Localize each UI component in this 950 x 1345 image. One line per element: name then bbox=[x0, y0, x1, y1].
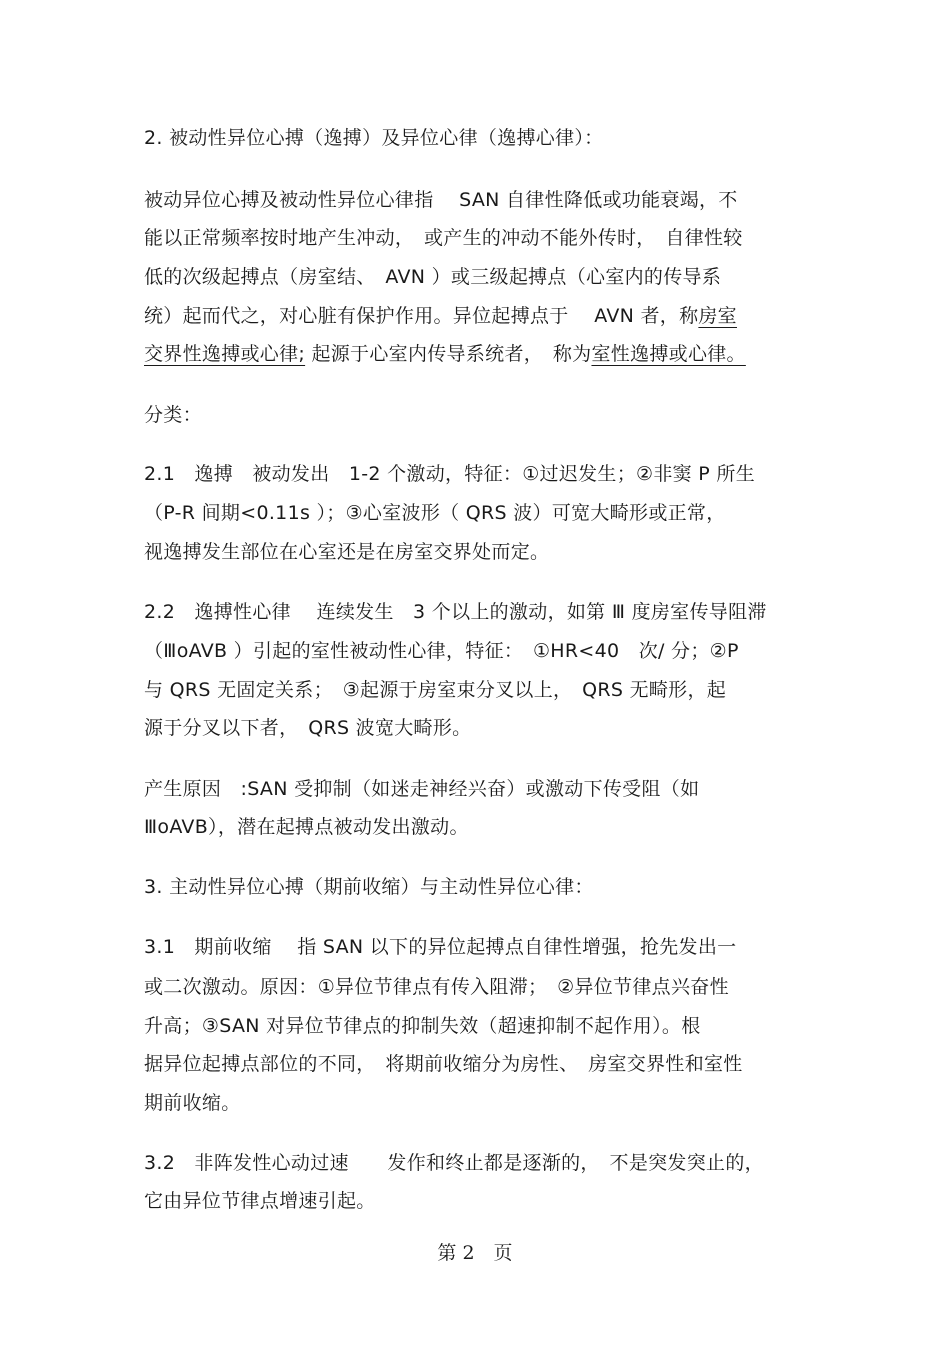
section-2-2-line-1: 2.2 逸搏性心律 连续发生 3 个以上的激动，如第 Ⅲ 度房室传导阻滞 bbox=[144, 601, 767, 623]
cause-line-1: 产生原因 :SAN 受抑制（如迷走神经兴奋）或激动下传受阻（如 bbox=[144, 778, 700, 800]
section-3-1-line-4: 据异位起搏点部位的不同， 将期前收缩分为房性、 房室交界性和室性 bbox=[144, 1053, 743, 1075]
section-2-1-line-3: 视逸搏发生部位在心室还是在房室交界处而定。 bbox=[144, 541, 550, 563]
section-2-body-line-2: 能以正常频率按时地产生冲动， 或产生的冲动不能外传时， 自律性较 bbox=[144, 227, 743, 249]
section-2-2-line-4: 源于分叉以下者， QRS 波宽大畸形。 bbox=[144, 717, 472, 739]
page-number: 第 2 页 bbox=[437, 1242, 513, 1264]
classification-label: 分类： bbox=[144, 404, 202, 426]
section-2-heading: 2. 被动性异位心搏（逸搏）及异位心律（逸搏心律）： bbox=[144, 127, 604, 149]
section-2-body-line-5 bbox=[144, 342, 746, 366]
section-2-2-line-3: 与 QRS 无固定关系； ③起源于房室束分叉以上， QRS 无畸形，起 bbox=[144, 679, 727, 701]
underlined-term-junctional-rhythm: 交界性逸搏或心律; bbox=[144, 343, 306, 365]
section-2-body-line-3: 低的次级起搏点（房室结、 AVN ）或三级起搏点（心室内的传导系 bbox=[144, 266, 722, 288]
section-3-1-line-1: 3.1 期前收缩 指 SAN 以下的异位起搏点自律性增强，抢先发出一 bbox=[144, 936, 737, 958]
section-2-body-line-1: 被动异位心搏及被动性异位心律指 SAN 自律性降低或功能衰竭，不 bbox=[144, 189, 738, 211]
section-2-body-line-4-text: 统）起而代之，对心脏有保护作用。异位起搏点于 AVN 者，称 bbox=[144, 305, 699, 327]
section-3-2-line-2: 它由异位节律点增速引起。 bbox=[144, 1190, 376, 1212]
underlined-term-junctional: 房室 bbox=[698, 305, 737, 327]
section-3-1-line-5: 期前收缩。 bbox=[144, 1092, 241, 1114]
underlined-term-ventricular-rhythm: 室性逸搏或心律。 bbox=[591, 343, 746, 365]
section-3-1-line-2: 或二次激动。原因：①异位节律点有传入阻滞； ②异位节律点兴奋性 bbox=[144, 976, 729, 998]
section-3-heading: 3. 主动性异位心搏（期前收缩）与主动性异位心律： bbox=[144, 876, 594, 898]
cause-line-2: ⅢoAVB），潜在起搏点被动发出激动。 bbox=[144, 816, 469, 838]
section-3-1-line-3: 升高；③SAN 对异位节律点的抑制失效（超速抑制不起作用）。根 bbox=[144, 1015, 701, 1037]
section-2-1-line-2: （P-R 间期<0.11s ）；③心室波形（ QRS 波）可宽大畸形或正常， bbox=[144, 502, 726, 524]
section-2-body-line-4 bbox=[144, 304, 737, 328]
section-3-2-line-1: 3.2 非阵发性心动过速 发作和终止都是逐渐的， 不是突发突止的， bbox=[144, 1152, 764, 1174]
section-2-1-line-1: 2.1 逸搏 被动发出 1-2 个激动，特征：①过迟发生；②非窦 P 所生 bbox=[144, 463, 755, 485]
section-2-2-line-2: （ⅢoAVB ）引起的室性被动性心律，特征： ①HR<40 次/ 分；②P bbox=[144, 640, 739, 662]
section-2-body-line-5-text: 起源于心室内传导系统者， 称为 bbox=[305, 343, 592, 365]
